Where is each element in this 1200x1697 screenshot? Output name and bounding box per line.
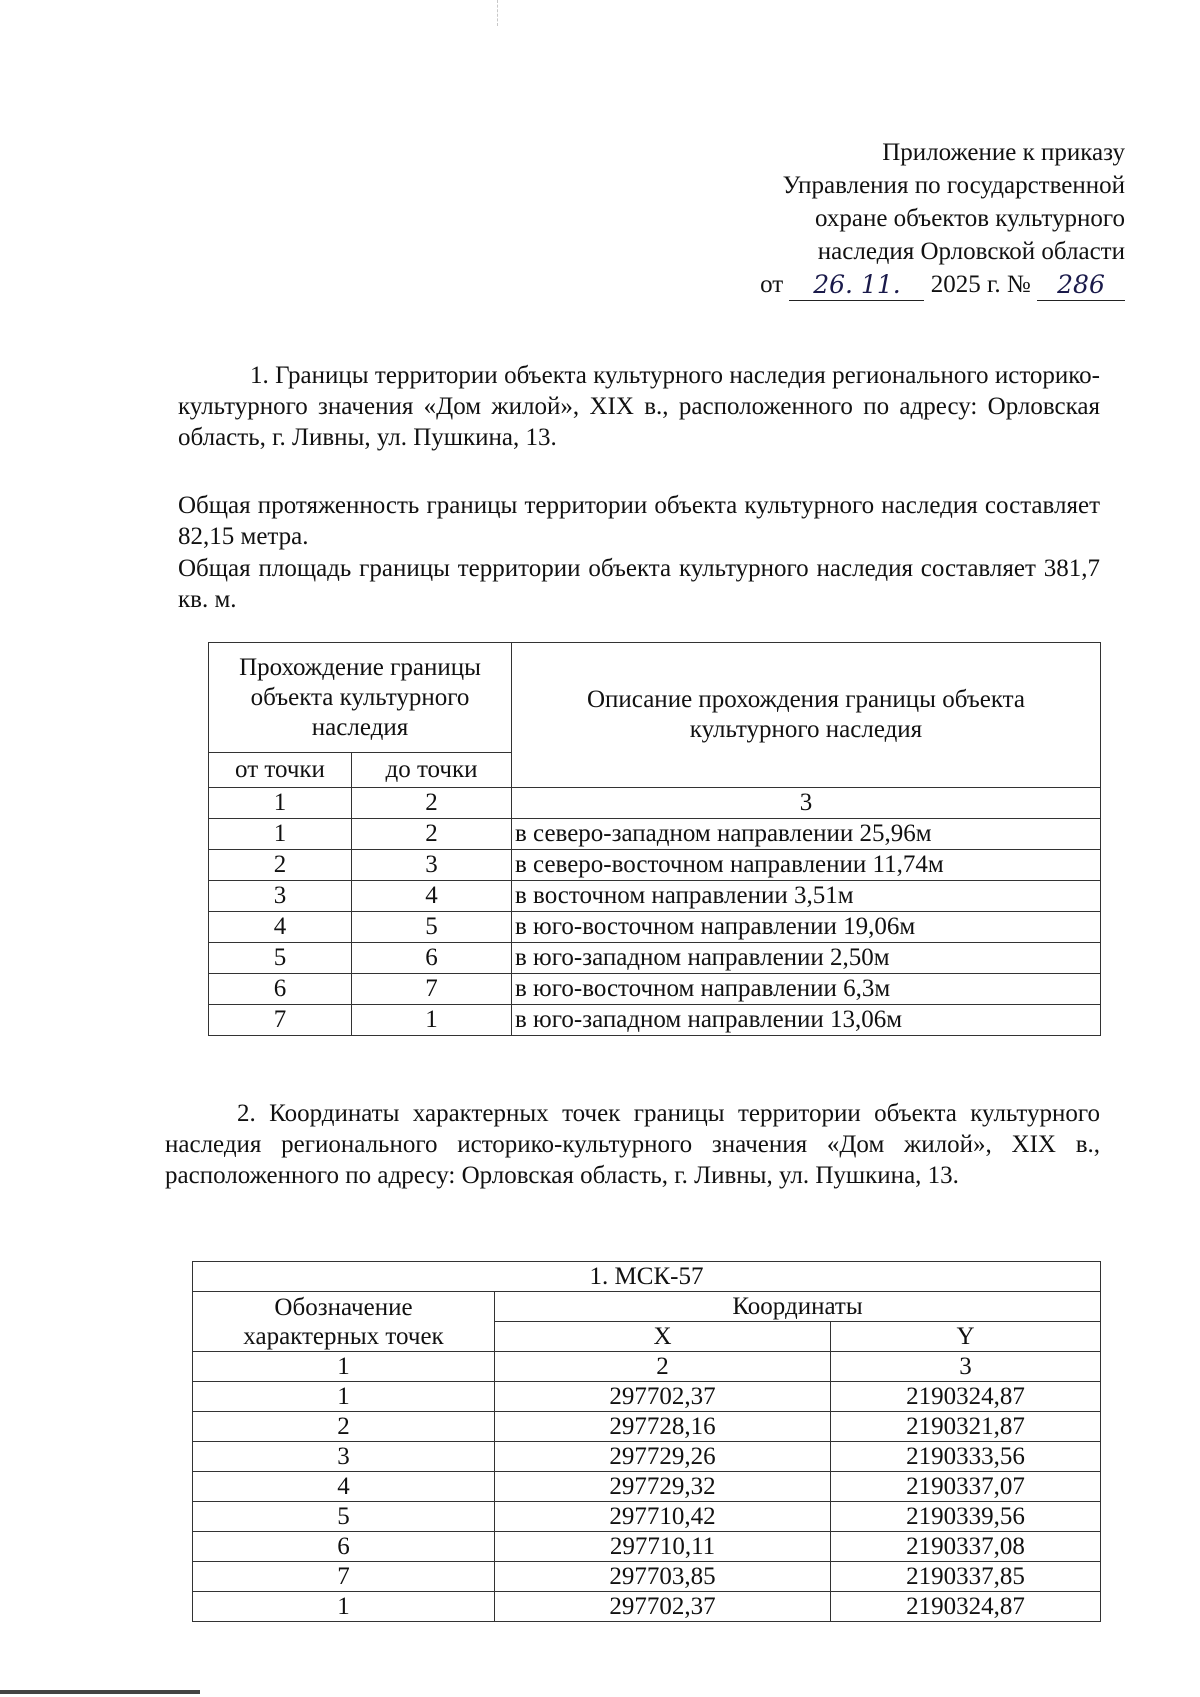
x-coordinate: 297702,37 — [495, 1592, 831, 1622]
table-numbering-row — [193, 1352, 1101, 1382]
col-number: 3 — [512, 788, 1101, 819]
y-header: Y — [831, 1322, 1101, 1352]
to-point: 5 — [352, 912, 512, 943]
to-point: 7 — [352, 974, 512, 1005]
table-row — [209, 1005, 1101, 1036]
from-point: 5 — [209, 943, 352, 974]
boundary-description: в восточном направлении 3,51м — [512, 881, 1101, 912]
to-point: 4 — [352, 881, 512, 912]
order-date-line — [565, 268, 1125, 301]
table-row — [193, 1412, 1101, 1442]
handwritten-order-number: 286 — [1037, 272, 1125, 301]
boundary-description: в юго-восточном направлении 6,3м — [512, 974, 1101, 1005]
boundary-description: в северо-восточном направлении 11,74м — [512, 850, 1101, 881]
boundary-description: в северо-западном направлении 25,96м — [512, 819, 1101, 850]
table-row — [193, 1562, 1101, 1592]
table-row — [193, 1592, 1101, 1622]
total-length-text — [178, 490, 1100, 552]
to-point: 1 — [352, 1005, 512, 1036]
col-number: 2 — [352, 788, 512, 819]
x-coordinate: 297728,16 — [495, 1412, 831, 1442]
y-coordinate: 2190337,08 — [831, 1532, 1101, 1562]
table-row — [209, 974, 1101, 1005]
point-id: 6 — [193, 1532, 495, 1562]
date-prefix: от — [760, 271, 784, 298]
col-number: 1 — [209, 788, 352, 819]
x-coordinate: 297703,85 — [495, 1562, 831, 1592]
boundary-group-header: Прохождение границы объекта культурного наследия — [209, 643, 512, 753]
coordinates-table — [192, 1261, 1101, 1622]
appendix-line-3: охране объектов культурного — [814, 205, 1125, 232]
table-row — [193, 1472, 1101, 1502]
table-row — [209, 881, 1101, 912]
points-header: Обозначение характерных точек — [193, 1292, 495, 1352]
table-row — [193, 1532, 1101, 1562]
fold-mark — [497, 0, 499, 26]
col-number: 1 — [193, 1352, 495, 1382]
y-coordinate: 2190337,07 — [831, 1472, 1101, 1502]
to-point: 3 — [352, 850, 512, 881]
section1-title-text: 1. Границы территории объекта культурного наследия регионального историко-культурного значения «Дом жилой», XIX в., расположенного по адресу: Орловская область, г. Ливны, ул. Пушкина, 13. — [178, 362, 1100, 451]
x-coordinate: 297729,32 — [495, 1472, 831, 1502]
table-row — [193, 1382, 1101, 1412]
from-point: 4 — [209, 912, 352, 943]
x-coordinate: 297702,37 — [495, 1382, 831, 1412]
boundary-table — [208, 642, 1101, 1036]
y-coordinate: 2190339,56 — [831, 1502, 1101, 1532]
handwritten-date: 26. 11. — [789, 272, 924, 301]
section2-title — [165, 1098, 1100, 1191]
to-point-header: до точки — [352, 753, 512, 788]
y-coordinate: 2190324,87 — [831, 1592, 1101, 1622]
table-numbering-row — [209, 788, 1101, 819]
appendix-line-1: Приложение к приказу — [882, 139, 1125, 166]
from-point: 1 — [209, 819, 352, 850]
boundary-description: в юго-западном направлении 13,06м — [512, 1005, 1101, 1036]
from-point: 3 — [209, 881, 352, 912]
to-point: 6 — [352, 943, 512, 974]
total-area-text — [178, 553, 1100, 615]
x-coordinate: 297710,42 — [495, 1502, 831, 1532]
page-bottom-rule — [0, 1690, 200, 1694]
point-id: 1 — [193, 1592, 495, 1622]
y-coordinate: 2190337,85 — [831, 1562, 1101, 1592]
point-id: 4 — [193, 1472, 495, 1502]
y-coordinate: 2190321,87 — [831, 1412, 1101, 1442]
year-text: 2025 г. № — [930, 271, 1031, 298]
x-coordinate: 297729,26 — [495, 1442, 831, 1472]
y-coordinate: 2190333,56 — [831, 1442, 1101, 1472]
table-row — [193, 1442, 1101, 1472]
section1-title — [178, 360, 1100, 453]
x-coordinate: 297710,11 — [495, 1532, 831, 1562]
section2-title-text: 2. Координаты характерных точек границы территории объекта культурного наследия регионального историко-культурного значения «Дом жилой», XIX в., расположенного по адресу: Орловская область, г. Ливны, ул. Пушкина, 13. — [165, 1100, 1100, 1189]
table-row — [209, 819, 1101, 850]
boundary-description: в юго-восточном направлении 19,06м — [512, 912, 1101, 943]
table-row — [193, 1502, 1101, 1532]
total-area-value: Общая площадь границы территории объекта культурного наследия составляет 381,7 кв. м. — [178, 555, 1100, 613]
table-row — [209, 850, 1101, 881]
point-id: 5 — [193, 1502, 495, 1532]
boundary-description: в юго-западном направлении 2,50м — [512, 943, 1101, 974]
x-header: X — [495, 1322, 831, 1352]
coordinates-header: Координаты — [495, 1292, 1101, 1322]
point-id: 3 — [193, 1442, 495, 1472]
boundary-desc-header: Описание прохождения границы объекта культурного наследия — [512, 643, 1101, 788]
from-point-header: от точки — [209, 753, 352, 788]
total-length-value: Общая протяженность границы территории объекта культурного наследия составляет 82,15 метра. — [178, 492, 1100, 550]
from-point: 6 — [209, 974, 352, 1005]
point-id: 2 — [193, 1412, 495, 1442]
from-point: 7 — [209, 1005, 352, 1036]
to-point: 2 — [352, 819, 512, 850]
from-point: 2 — [209, 850, 352, 881]
col-number: 2 — [495, 1352, 831, 1382]
coordinate-system-title: 1. МСК-57 — [193, 1262, 1101, 1292]
col-number: 3 — [831, 1352, 1101, 1382]
table-row — [209, 912, 1101, 943]
point-id: 1 — [193, 1382, 495, 1412]
table-row — [209, 943, 1101, 974]
appendix-header — [565, 136, 1125, 301]
point-id: 7 — [193, 1562, 495, 1592]
y-coordinate: 2190324,87 — [831, 1382, 1101, 1412]
appendix-line-4: наследия Орловской области — [817, 238, 1125, 265]
appendix-line-2: Управления по государственной — [782, 172, 1125, 199]
